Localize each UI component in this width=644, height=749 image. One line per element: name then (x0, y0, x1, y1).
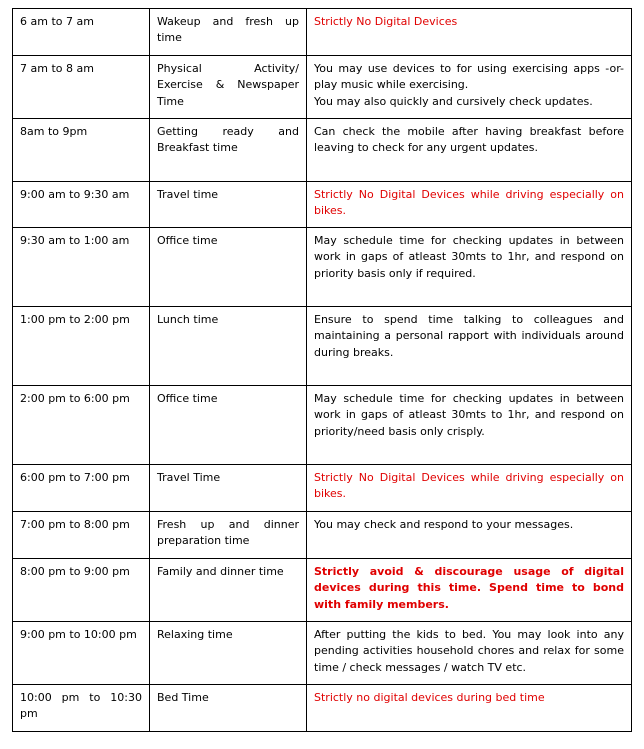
activity-cell: Family and dinner time (150, 559, 307, 622)
table-row (13, 386, 632, 465)
guideline-cell: Strictly no digital devices during bed time (307, 685, 632, 732)
time-cell: 9:00 am to 9:30 am (13, 182, 150, 228)
table-row (13, 228, 632, 307)
time-cell: 1:00 pm to 2:00 pm (13, 307, 150, 386)
activity-cell: Travel time (150, 182, 307, 228)
time-cell: 6 am to 7 am (13, 9, 150, 56)
activity-cell: Travel Time (150, 465, 307, 512)
time-cell: 9:00 pm to 10:00 pm (13, 622, 150, 685)
activity-cell: Physical Activity/ Exercise & Newspaper Time (150, 56, 307, 119)
guideline-cell: Strictly No Digital Devices while driving especially on bikes. (307, 465, 632, 512)
schedule-table (12, 8, 632, 732)
guideline-cell (307, 56, 632, 119)
activity-cell: Getting ready and Breakfast time (150, 119, 307, 182)
table-row (13, 119, 632, 182)
time-cell: 7 am to 8 am (13, 56, 150, 119)
table-row (13, 559, 632, 622)
time-cell: 10:00 pm to 10:30 pm (13, 685, 150, 732)
guideline-cell: Can check the mobile after having breakfast before leaving to check for any urgent updates. (307, 119, 632, 182)
table-row (13, 9, 632, 56)
activity-cell: Fresh up and dinner preparation time (150, 512, 307, 559)
guideline-line: You may also quickly and cursively check updates. (314, 94, 593, 108)
table-row (13, 465, 632, 512)
time-cell: 2:00 pm to 6:00 pm (13, 386, 150, 465)
guideline-cell: May schedule time for checking updates in between work in gaps of atleast 30mts to 1hr, and respond on priority/need basis only crisply. (307, 386, 632, 465)
table-row (13, 56, 632, 119)
table-row (13, 622, 632, 685)
table-row (13, 685, 632, 732)
guideline-cell: Strictly No Digital Devices (307, 9, 632, 56)
guideline-cell: Strictly avoid & discourage usage of digital devices during this time. Spend time to bond with family members. (307, 559, 632, 622)
activity-cell: Bed Time (150, 685, 307, 732)
activity-cell: Wakeup and fresh up time (150, 9, 307, 56)
guideline-cell: Ensure to spend time talking to colleagues and maintaining a personal rapport with individuals around during breaks. (307, 307, 632, 386)
table-row (13, 307, 632, 386)
guideline-cell: You may check and respond to your messages. (307, 512, 632, 559)
time-cell: 8am to 9pm (13, 119, 150, 182)
table-row (13, 182, 632, 228)
table-row (13, 512, 632, 559)
guideline-cell: After putting the kids to bed. You may look into any pending activities household chores and relax for some time / check messages / watch TV etc. (307, 622, 632, 685)
time-cell: 8:00 pm to 9:00 pm (13, 559, 150, 622)
guideline-cell: Strictly No Digital Devices while driving especially on bikes. (307, 182, 632, 228)
time-cell: 7:00 pm to 8:00 pm (13, 512, 150, 559)
time-cell: 6:00 pm to 7:00 pm (13, 465, 150, 512)
activity-cell: Office time (150, 228, 307, 307)
guideline-cell: May schedule time for checking updates in between work in gaps of atleast 30mts to 1hr, and respond on priority basis only if required. (307, 228, 632, 307)
guideline-line: You may use devices to for using exercising apps -or- play music while exercising. (314, 62, 624, 92)
activity-cell: Office time (150, 386, 307, 465)
time-cell: 9:30 am to 1:00 am (13, 228, 150, 307)
activity-cell: Relaxing time (150, 622, 307, 685)
activity-cell: Lunch time (150, 307, 307, 386)
